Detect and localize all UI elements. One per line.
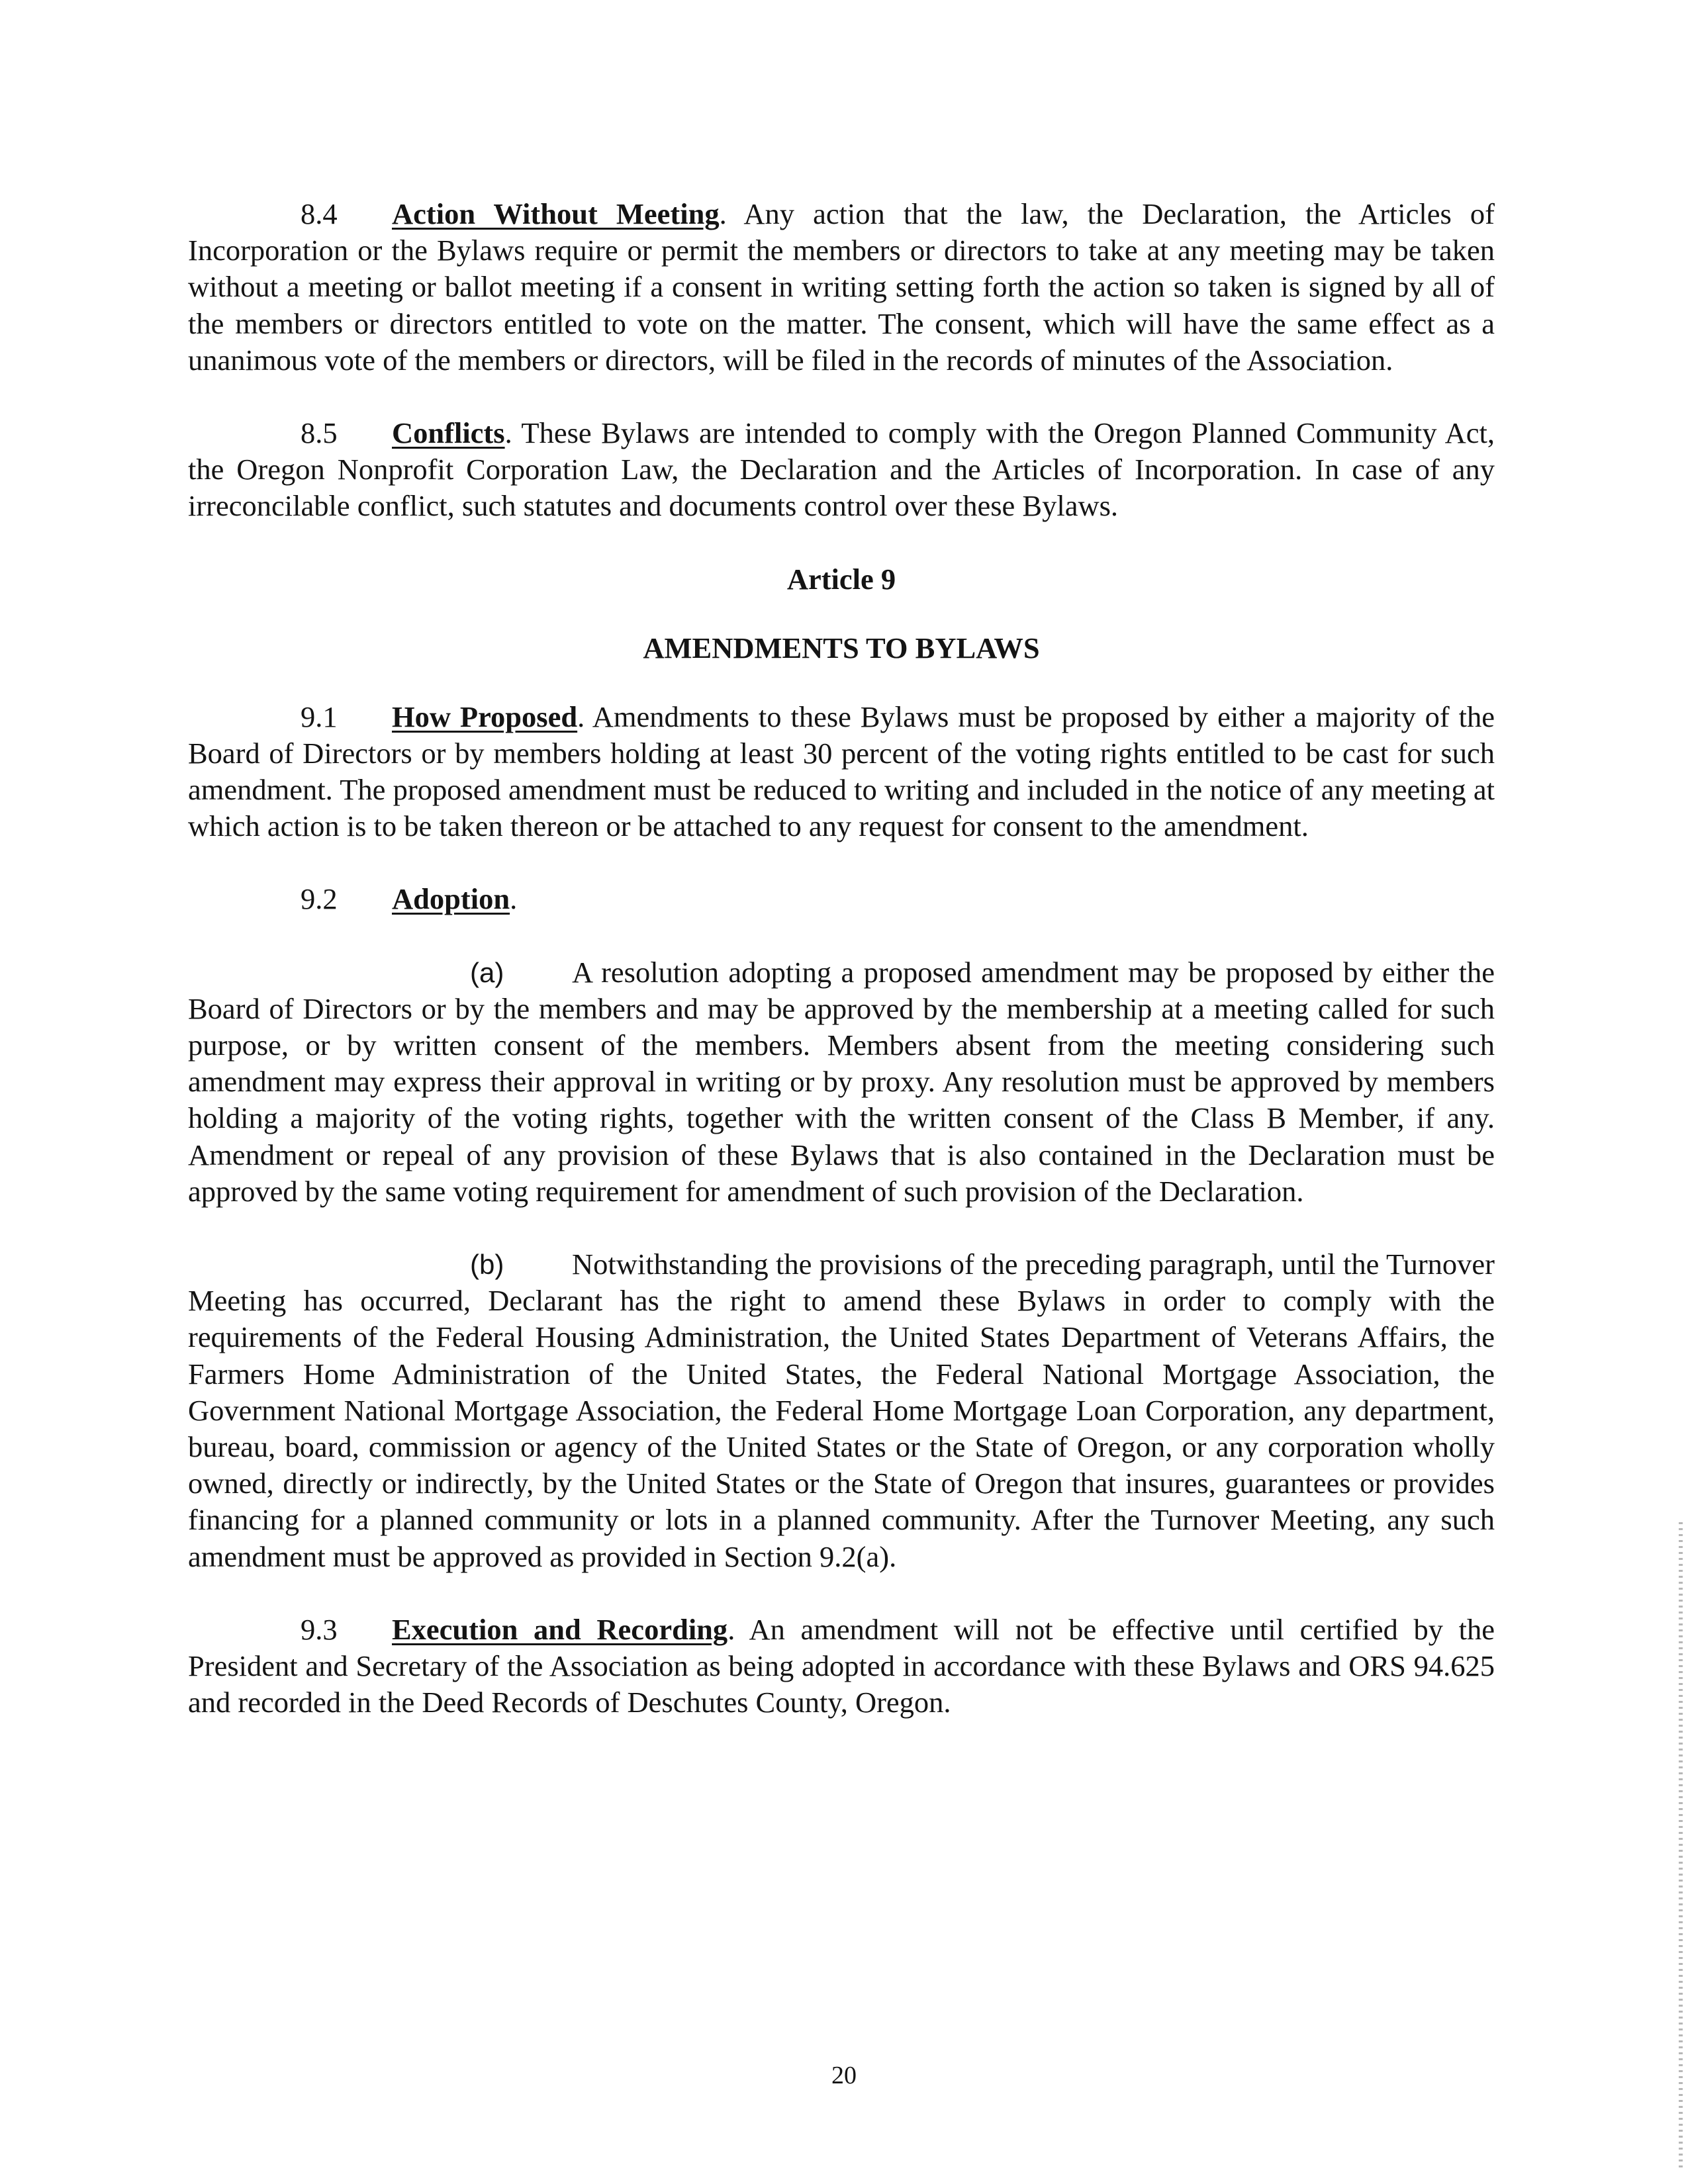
- section-heading: Conflicts: [392, 416, 505, 450]
- subsection-label: (a): [470, 956, 504, 988]
- section-9-1: [188, 699, 1495, 845]
- scan-edge-artifact: [1679, 1522, 1683, 2171]
- subsection-9-2-a: [188, 954, 1495, 1210]
- section-heading: Execution and Recording: [392, 1612, 728, 1646]
- section-number: 9.1: [301, 700, 338, 733]
- section-text: . Any action that the law, the Declaration, the Articles of Incorporation or the Bylaws require or permit the members or directors to take at any meeting may be taken without a meeting or ballot meeting if a consent in writing setting forth the action so taken is signed by all of the members or directors entitled to vote on the matter. The consent, which will have the same effect as a unanimous vote of the members or directors, will be filed in the records of minutes of the Association.: [188, 197, 1495, 377]
- section-number: 8.5: [301, 416, 338, 450]
- section-text: . An amendment will not be effective until certified by the President and Secretary of the Association as being adopted in accordance with these Bylaws and ORS 94.625 and recorded in the Deed Records of Deschutes County, Oregon.: [188, 1612, 1495, 1719]
- document-page: [188, 196, 1495, 1721]
- section-8-4: [188, 196, 1495, 379]
- section-heading: Action Without Meeting: [392, 197, 720, 230]
- section-number: 9.2: [301, 882, 338, 916]
- article-label: Article 9: [786, 562, 896, 596]
- subsection-text: A resolution adopting a proposed amendment may be proposed by either the Board of Directors or by the members and may be approved by the membership at a meeting called for such purpose, or by written consent of the members. Members absent from the meeting considering such amendment may express their approval in writing or by proxy. Any resolution must be approved by members holding a majority of the voting rights, together with the written consent of the Class B Member, if any. Amendment or repeal of any provision of these Bylaws that is also contained in the Declaration must be approved by the same voting requirement for amendment of such provision of the Declaration.: [188, 955, 1495, 1208]
- subsection-9-2-b: [188, 1246, 1495, 1575]
- section-text: .: [510, 882, 518, 916]
- section-9-3: [188, 1612, 1495, 1721]
- section-8-5: [188, 415, 1495, 525]
- subsection-text: Notwithstanding the provisions of the preceding paragraph, until the Turnover Meeting has occurred, Declarant has the right to amend these Bylaws in order to comply with the requirements of the Federal Housing Administration, the United States Department of Veterans Affairs, the Farmers Home Administration of the United States, the Federal National Mortgage Association, the Government National Mortgage Association, the Federal Home Mortgage Loan Corporation, any department, bureau, board, commission or agency of the United States or the State of Oregon, or any corporation wholly owned, directly or indirectly, by the United States or the State of Oregon that insures, guarantees or provides financing for a planned community or lots in a planned community. After the Turnover Meeting, any such amendment must be approved as provided in Section 9.2(a).: [188, 1248, 1495, 1573]
- page-number: 20: [831, 2062, 857, 2089]
- subsection-label: (b): [470, 1249, 504, 1281]
- section-heading: Adoption: [392, 882, 510, 916]
- section-number: 8.4: [301, 197, 338, 230]
- section-text: . These Bylaws are intended to comply with the Oregon Planned Community Act, the Oregon Nonprofit Corporation Law, the Declaration and the Articles of Incorporation. In case of any irreconcilable conflict, such statutes and documents control over these Bylaws.: [188, 416, 1495, 523]
- article-title: AMENDMENTS TO BYLAWS: [643, 631, 1040, 664]
- section-number: 9.3: [301, 1612, 338, 1646]
- section-9-2: [188, 881, 1495, 917]
- section-text: . Amendments to these Bylaws must be proposed by either a majority of the Board of Directors or by members holding at least 30 percent of the voting rights entitled to be cast for such amendment. The proposed amendment must be reduced to writing and included in the notice of any meeting at which action is to be taken thereon or be attached to any request for consent to the amendment.: [188, 700, 1495, 843]
- section-heading: How Proposed: [392, 700, 578, 733]
